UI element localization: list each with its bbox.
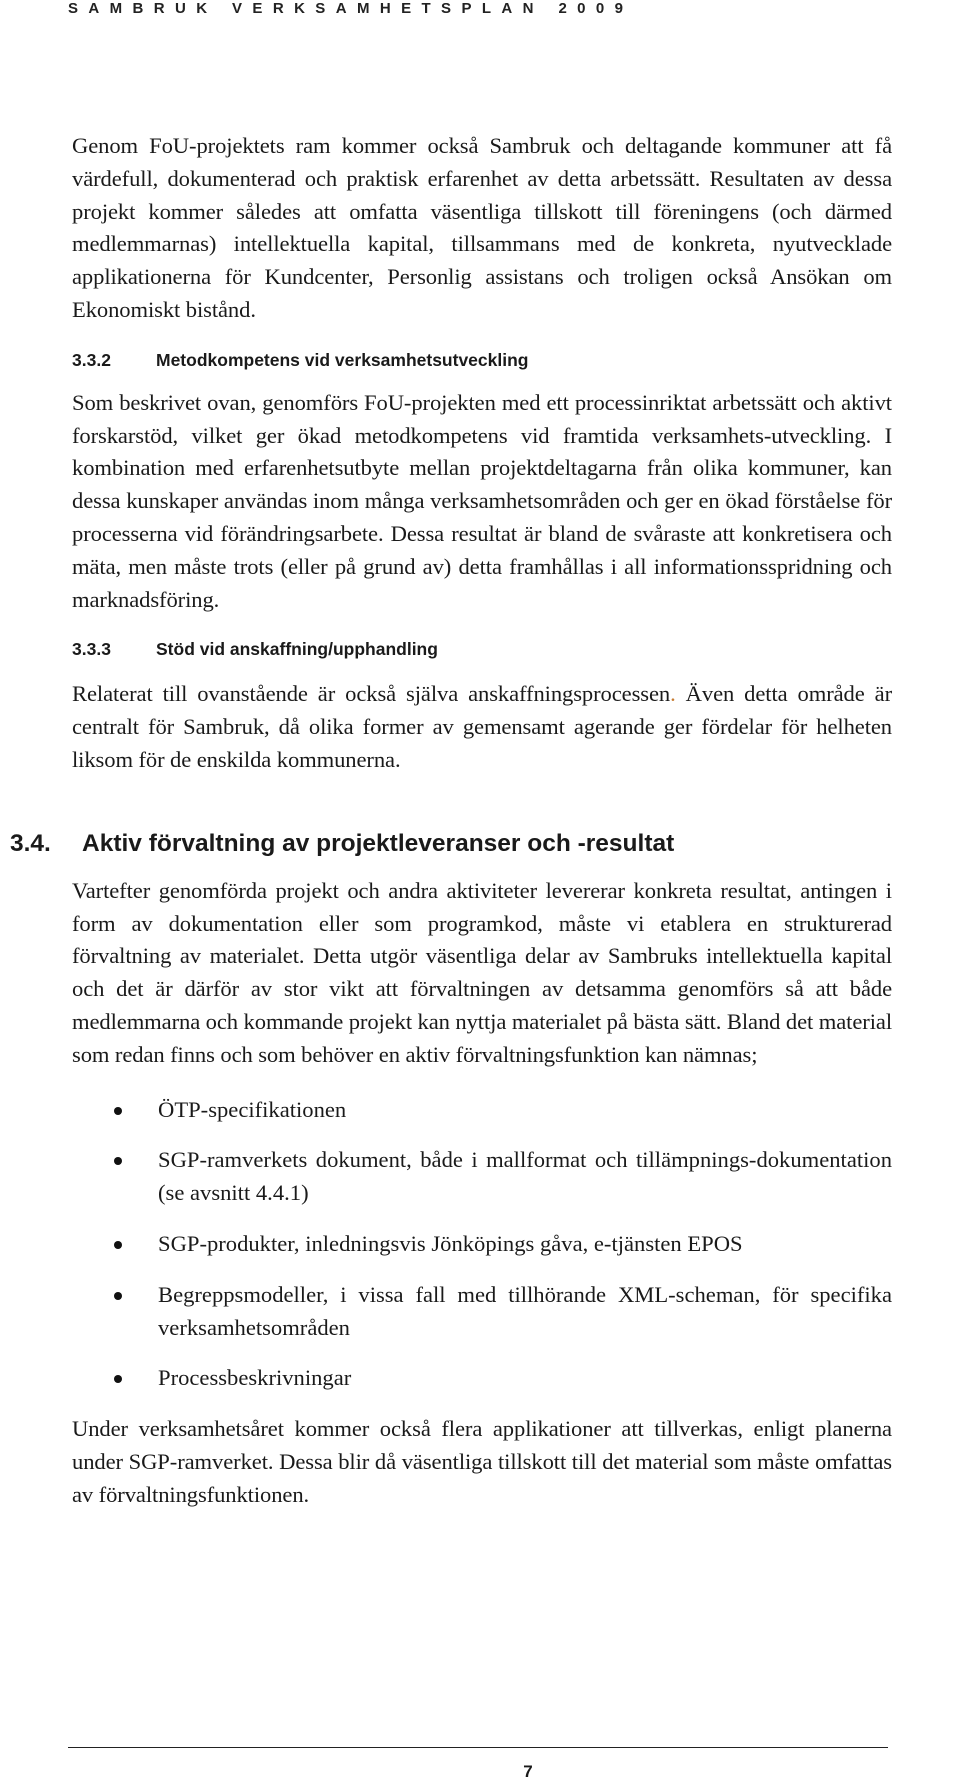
highlighted-period: . [670, 681, 676, 707]
material-list [72, 1094, 892, 1396]
bullet-icon [114, 1107, 122, 1115]
section-number: 3.3.2 [72, 349, 111, 370]
section-title: Metodkompetens vid verksamhetsutveckling [156, 349, 529, 370]
list-item [72, 1094, 892, 1127]
list-item-text: Processbeskrivningar [158, 1365, 352, 1391]
section-333-paragraph [72, 678, 892, 776]
section-332-paragraph: Som beskrivet ovan, genomförs FoU-projekten med ett processinriktat arbetssätt och aktivt forskarstöd, vilket ger ökad metodkompetens vid framtida verksamhets-utveckling. I kombination med erfarenhetsutbyte mellan projektdeltagarna från olika kommuner, kan dessa kunskaper användas inom många verksamhetsområden och ger en ökad förståelse för processerna vid förändringsarbete. Dessa resultat är bland de svåraste att konkretisera och mäta, men måste trots (eller på grund av) detta framhållas i all informationsspridning och marknadsföring. [72, 389, 892, 612]
list-item-text: Begreppsmodeller, i vissa fall med tillhörande XML-scheman, för specifika verksamhetsområden [158, 1281, 892, 1340]
list-item [72, 1144, 892, 1210]
list-item-text: SGP-ramverkets dokument, både i mallformat och tillämpnings-dokumentation (se avsnitt 4.4.1) [158, 1147, 892, 1206]
running-header: SAMBRUK VERKSAMHETSPLAN 2009 [68, 0, 634, 17]
paragraph-text: Även detta område är centralt för Sambruk, då olika former av gemensamt agerande ger fördelar för helheten liksom för de enskilda kommunerna. [72, 681, 892, 772]
section-333-heading [72, 638, 892, 660]
bullet-icon [114, 1375, 122, 1383]
bullet-icon [114, 1241, 122, 1249]
section-title: Stöd vid anskaffning/upphandling [156, 639, 438, 660]
list-item [72, 1228, 892, 1261]
footer-divider [68, 1747, 888, 1748]
section-34-heading [10, 829, 892, 859]
list-item [72, 1279, 892, 1345]
bullet-icon [114, 1292, 122, 1300]
section-title: Aktiv förvaltning av projektleveranser och -resultat [82, 829, 675, 857]
section-number: 3.4. [10, 829, 51, 857]
list-item-text: SGP-produkter, inledningsvis Jönköpings gåva, e-tjänsten EPOS [158, 1230, 743, 1256]
list-item-text: ÖTP-specifikationen [158, 1096, 347, 1122]
page-body [10, 130, 892, 1512]
paragraph-text: Relaterat till ovanstående är också själva anskaffningsprocessen [72, 681, 671, 707]
page-number: 7 [523, 1762, 533, 1781]
bullet-icon [114, 1157, 122, 1165]
intro-paragraph: Genom FoU-projektets ram kommer också Sambruk och deltagande kommuner att få värdefull, dokumenterad och praktisk erfarenhet av detta arbetssätt. Resultaten av dessa projekt kommer således att omfatta väsentliga tillskott till föreningens (och därmed medlemmarnas) intellektuella kapital, tillsammans med de konkreta, nyutvecklade applikationerna för Kundcenter, Personlig assistans och troligen också Ansökan om Ekonomiskt bistånd. [72, 133, 892, 322]
section-34-paragraph: Vartefter genomförda projekt och andra aktiviteter levererar konkreta resultat, antingen i form av dokumentation eller som programkod, måste vi etablera en strukturerad förvaltning av materialet. Detta utgör väsentliga delar av Sambruks intellektuella kapital och det är därför av stor vikt att förvaltningen av detsamma genomförs så att både medlemmarna och kommande projekt kan nyttja materialet på bästa sätt. Bland det material som redan finns och som behöver en aktiv förvaltningsfunktion kan nämnas; [72, 877, 892, 1067]
section-number: 3.3.3 [72, 639, 111, 660]
section-332-heading [72, 349, 892, 371]
list-item [72, 1362, 892, 1395]
closing-paragraph: Under verksamhetsåret kommer också flera applikationer att tillverkas, enligt planerna under SGP-ramverket. Dessa blir då väsentliga tillskott till det material som måste omfattas av förvaltningsfunktionen. [72, 1416, 892, 1507]
